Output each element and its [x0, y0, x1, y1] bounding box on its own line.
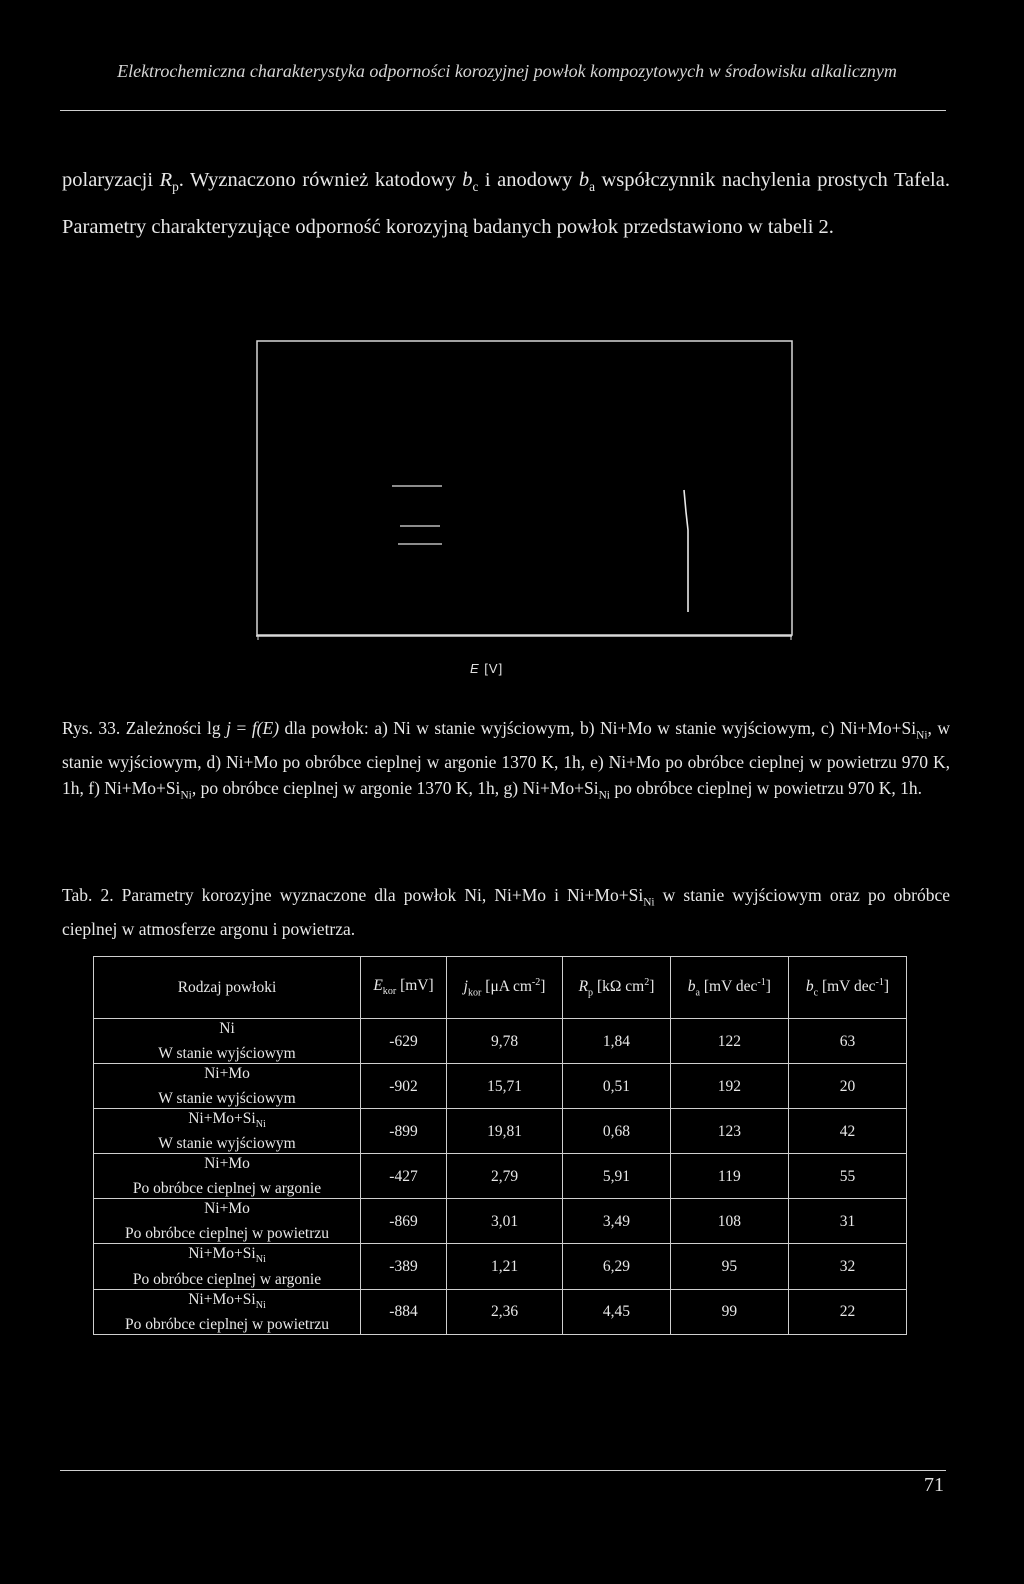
table-caption-text-2: w stanie wyjściowym oraz po obróbce cieplnej w atmosferze argonu i powietrza.: [62, 885, 950, 939]
header-jkor: $j_{kor}$ [μA $cm^{-2}$]: [447, 957, 563, 1019]
table-row: [94, 1244, 907, 1289]
header-bc: $b_c$ [mV dec$^{-1}$]: [788, 957, 906, 1019]
table-caption-text-1: Tab. 2. Parametry korozyjne wyznaczone dla powłok Ni, Ni+Mo i Ni+Mo+Si: [62, 885, 644, 905]
caption-text-6: po obróbce cieplnej w powietrzu 970 K, 1h.: [609, 777, 922, 798]
cell-coating-type: Ni W stanie wyjściowym: [94, 1019, 361, 1064]
intro-text-4: współczynnik nachylenia prostych Tafela. Parametry charakteryzujące odporność korozyjną badanych powłok przedstawiono w tabeli 2.: [62, 169, 950, 239]
intro-text-3: i anodowy: [478, 169, 579, 191]
caption-sub-3: Ni: [598, 789, 610, 801]
table-row: [94, 1064, 907, 1109]
caption-j: j: [226, 718, 231, 738]
caption-sub-2: Ni: [180, 789, 192, 801]
x-axis-unit: [V]: [479, 661, 504, 676]
x-axis-label: [470, 661, 503, 676]
caption-text-5: , po obróbce cieplnej w argonie 1370 K, 1h, g) Ni+Mo+Si: [191, 777, 599, 798]
cell-jkor: 2,79: [447, 1154, 563, 1199]
ba-subscript: a: [589, 179, 595, 195]
rp-symbol: R: [159, 169, 173, 191]
header-ekor: $E_{kor}$ [mV]: [361, 957, 447, 1019]
cell-jkor: 3,01: [447, 1199, 563, 1244]
table-row: [94, 1109, 907, 1154]
cell-jkor: 9,78: [447, 1019, 563, 1064]
caption-text-1: Rys. 33. Zależności lg: [62, 718, 227, 738]
cell-ba: 108: [670, 1199, 788, 1244]
cell-coating-type: $Ni+Mo+Si_{Ni}$ W stanie wyjściowym: [94, 1109, 361, 1154]
cell-coating-type: $Ni+Mo+Si_{Ni}$ Po obróbce cieplnej w powietrzu: [94, 1289, 361, 1334]
cell-coating-type: Ni+Mo Po obróbce cieplnej w powietrzu: [94, 1199, 361, 1244]
corrosion-parameters-table: [93, 956, 907, 1335]
cell-coating-type: Ni+Mo Po obróbce cieplnej w argonie: [94, 1154, 361, 1199]
curve-segment: [684, 490, 688, 612]
cell-rp: 0,51: [563, 1064, 671, 1109]
cell-ekor: -427: [361, 1154, 447, 1199]
footer-rule: [60, 1470, 946, 1471]
intro-text-1: polaryzacji: [62, 169, 160, 191]
cell-bc: 32: [788, 1244, 906, 1289]
cell-jkor: 1,21: [447, 1244, 563, 1289]
ba-symbol: b: [578, 169, 590, 191]
table-row: [94, 1199, 907, 1244]
cell-rp: 4,45: [563, 1289, 671, 1334]
header-coating-type: Rodzaj powłoki: [94, 957, 361, 1019]
cell-bc: 20: [788, 1064, 906, 1109]
rp-subscript: p: [172, 179, 179, 195]
figure-caption: [62, 715, 950, 808]
plot-frame: [257, 341, 792, 635]
cell-ba: 123: [670, 1109, 788, 1154]
cell-ba: 192: [670, 1064, 788, 1109]
polarization-chart: [256, 340, 802, 670]
cell-ba: 122: [670, 1019, 788, 1064]
table-caption: [62, 882, 950, 942]
page-number: 71: [924, 1474, 944, 1496]
bc-symbol: b: [462, 169, 473, 191]
cell-ekor: -902: [361, 1064, 447, 1109]
caption-text-3: dla powłok: a) Ni w stanie wyjściowym, b) Ni+Mo w stanie wyjściowym, c) Ni+Mo+Si: [279, 718, 917, 738]
cell-jkor: 2,36: [447, 1289, 563, 1334]
cell-jkor: 15,71: [447, 1064, 563, 1109]
cell-ekor: -389: [361, 1244, 447, 1289]
header-rule: [60, 110, 946, 111]
header-rp: $R_p$ [kΩ $cm^2$]: [563, 957, 671, 1019]
cell-ba: 95: [670, 1244, 788, 1289]
cell-ba: 99: [670, 1289, 788, 1334]
cell-bc: 42: [788, 1109, 906, 1154]
cell-coating-type: $Ni+Mo+Si_{Ni}$ Po obróbce cieplnej w argonie: [94, 1244, 361, 1289]
cell-rp: 5,91: [563, 1154, 671, 1199]
x-axis-symbol: E: [470, 661, 480, 676]
intro-text-2: . Wyznaczono również katodowy: [178, 169, 463, 191]
cell-rp: 6,29: [563, 1244, 671, 1289]
cell-ekor: -629: [361, 1019, 447, 1064]
caption-text-2: =: [230, 718, 252, 738]
cell-ba: 119: [670, 1154, 788, 1199]
cell-rp: 1,84: [563, 1019, 671, 1064]
cell-bc: 55: [788, 1154, 906, 1199]
table-row: [94, 1154, 907, 1199]
cell-ekor: -869: [361, 1199, 447, 1244]
table-caption-sub: Ni: [643, 896, 655, 909]
intro-paragraph: [62, 160, 950, 247]
cell-jkor: 19,81: [447, 1109, 563, 1154]
cell-rp: 0,68: [563, 1109, 671, 1154]
table-row: [94, 1289, 907, 1334]
caption-fe: f(E): [251, 718, 280, 738]
cell-rp: 3,49: [563, 1199, 671, 1244]
bc-subscript: c: [472, 179, 479, 195]
cell-bc: 31: [788, 1199, 906, 1244]
caption-sub-1: Ni: [916, 729, 928, 742]
table-row: [94, 1019, 907, 1064]
cell-coating-type: Ni+Mo W stanie wyjściowym: [94, 1064, 361, 1109]
table-header-row: [94, 957, 907, 1019]
cell-ekor: -884: [361, 1289, 447, 1334]
cell-bc: 63: [788, 1019, 906, 1064]
cell-bc: 22: [788, 1289, 906, 1334]
caption-text-4: , w stanie wyjściowym, d) Ni+Mo po obróbce cieplnej w argonie 1370 K, 1h, e) Ni+Mo po obróbce cieplnej w powietrzu 970 K, 1h, f) Ni+Mo+Si: [62, 718, 950, 798]
running-header: Elektrochemiczna charakterystyka odporności korozyjnej powłok kompozytowych w środowisku alkalicznym: [117, 61, 897, 81]
header-ba: $b_a$ [mV dec$^{-1}$]: [670, 957, 788, 1019]
cell-ekor: -899: [361, 1109, 447, 1154]
